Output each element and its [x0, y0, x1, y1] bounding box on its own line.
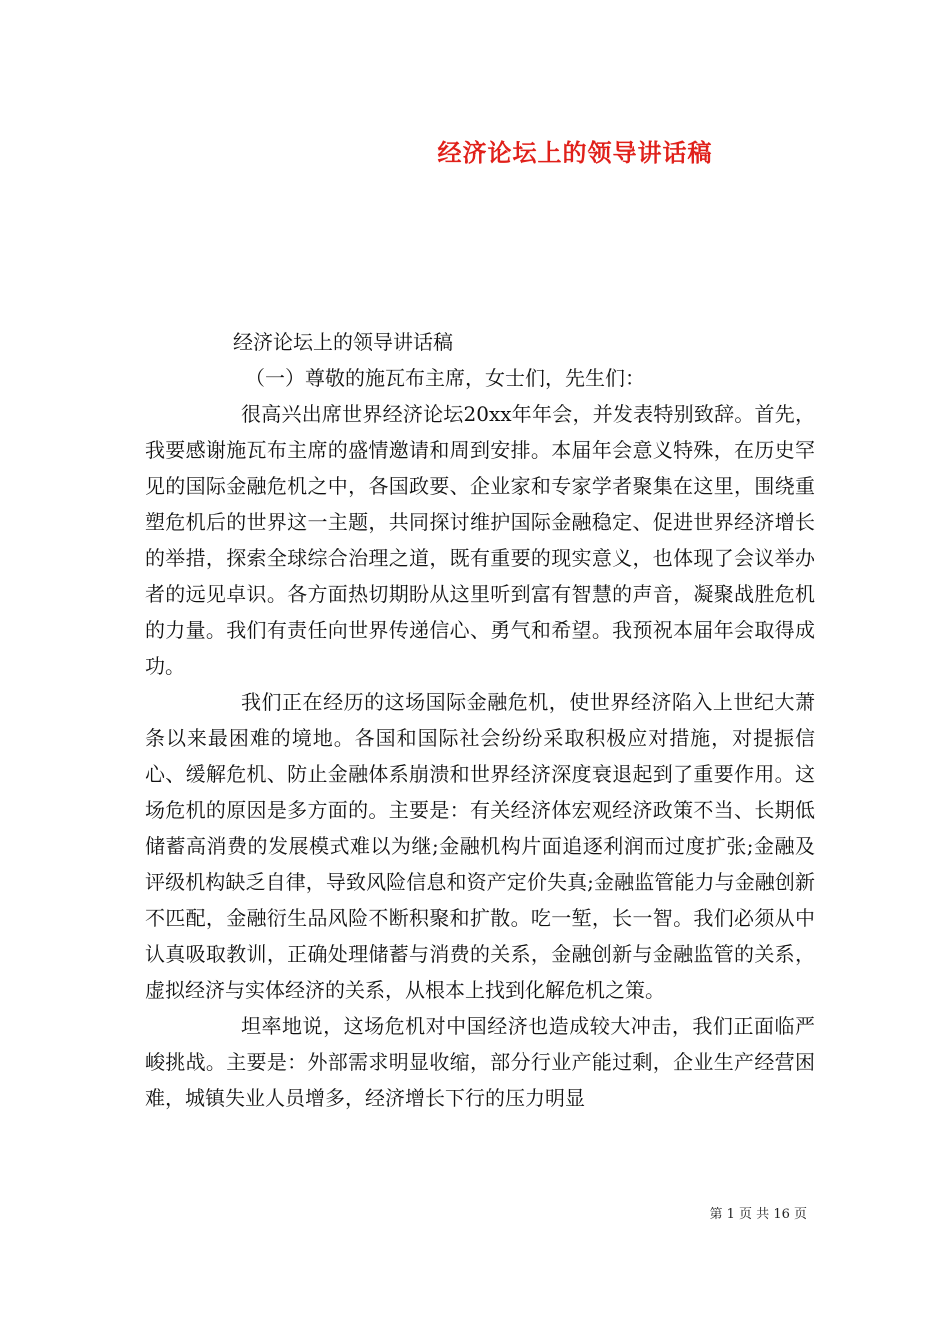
document-title: 经济论坛上的领导讲话稿: [437, 138, 713, 167]
document-body: [145, 324, 815, 1116]
body-paragraph: 很高兴出席世界经济论坛20xx年年会，并发表特别致辞。首先，我要感谢施瓦布主席的盛情邀请和周到安排。本届年会意义特殊，在历史罕见的国际金融危机之中，各国政要、企业家和专家学者聚集在这里，围绕重塑危机后的世界这一主题，共同探讨维护国际金融稳定、促进世界经济增长的举措，探索全球综合治理之道，既有重要的现实意义，也体现了会议举办者的远见卓识。各方面热切期盼从这里听到富有智慧的声音，凝聚战胜危机的力量。我们有责任向世界传递信心、勇气和希望。我预祝本届年会取得成功。: [145, 402, 815, 678]
document-subtitle: 经济论坛上的领导讲话稿: [233, 330, 453, 354]
page-number: 第 1 页 共 16 页: [709, 1207, 807, 1222]
body-paragraph: 我们正在经历的这场国际金融危机，使世界经济陷入上世纪大萧条以来最困难的境地。各国和国际社会纷纷采取积极应对措施，对提振信心、缓解危机、防止金融体系崩溃和世界经济深度衰退起到了重要作用。这场危机的原因是多方面的。主要是：有关经济体宏观经济政策不当、长期低储蓄高消费的发展模式难以为继;金融机构片面追逐利润而过度扩张;金融及评级机构缺乏自律，导致风险信息和资产定价失真;金融监管能力与金融创新不匹配，金融衍生品风险不断积聚和扩散。吃一堑，长一智。我们必须从中认真吸取教训，正确处理储蓄与消费的关系，金融创新与金融监管的关系，虚拟经济与实体经济的关系，从根本上找到化解危机之策。: [145, 690, 815, 1002]
body-paragraph: 坦率地说，这场危机对中国经济也造成较大冲击，我们正面临严峻挑战。主要是：外部需求明显收缩，部分行业产能过剩，企业生产经营困难，城镇失业人员增多，经济增长下行的压力明显: [145, 1014, 815, 1110]
salutation-line: （一）尊敬的施瓦布主席，女士们，先生们：: [245, 366, 645, 390]
